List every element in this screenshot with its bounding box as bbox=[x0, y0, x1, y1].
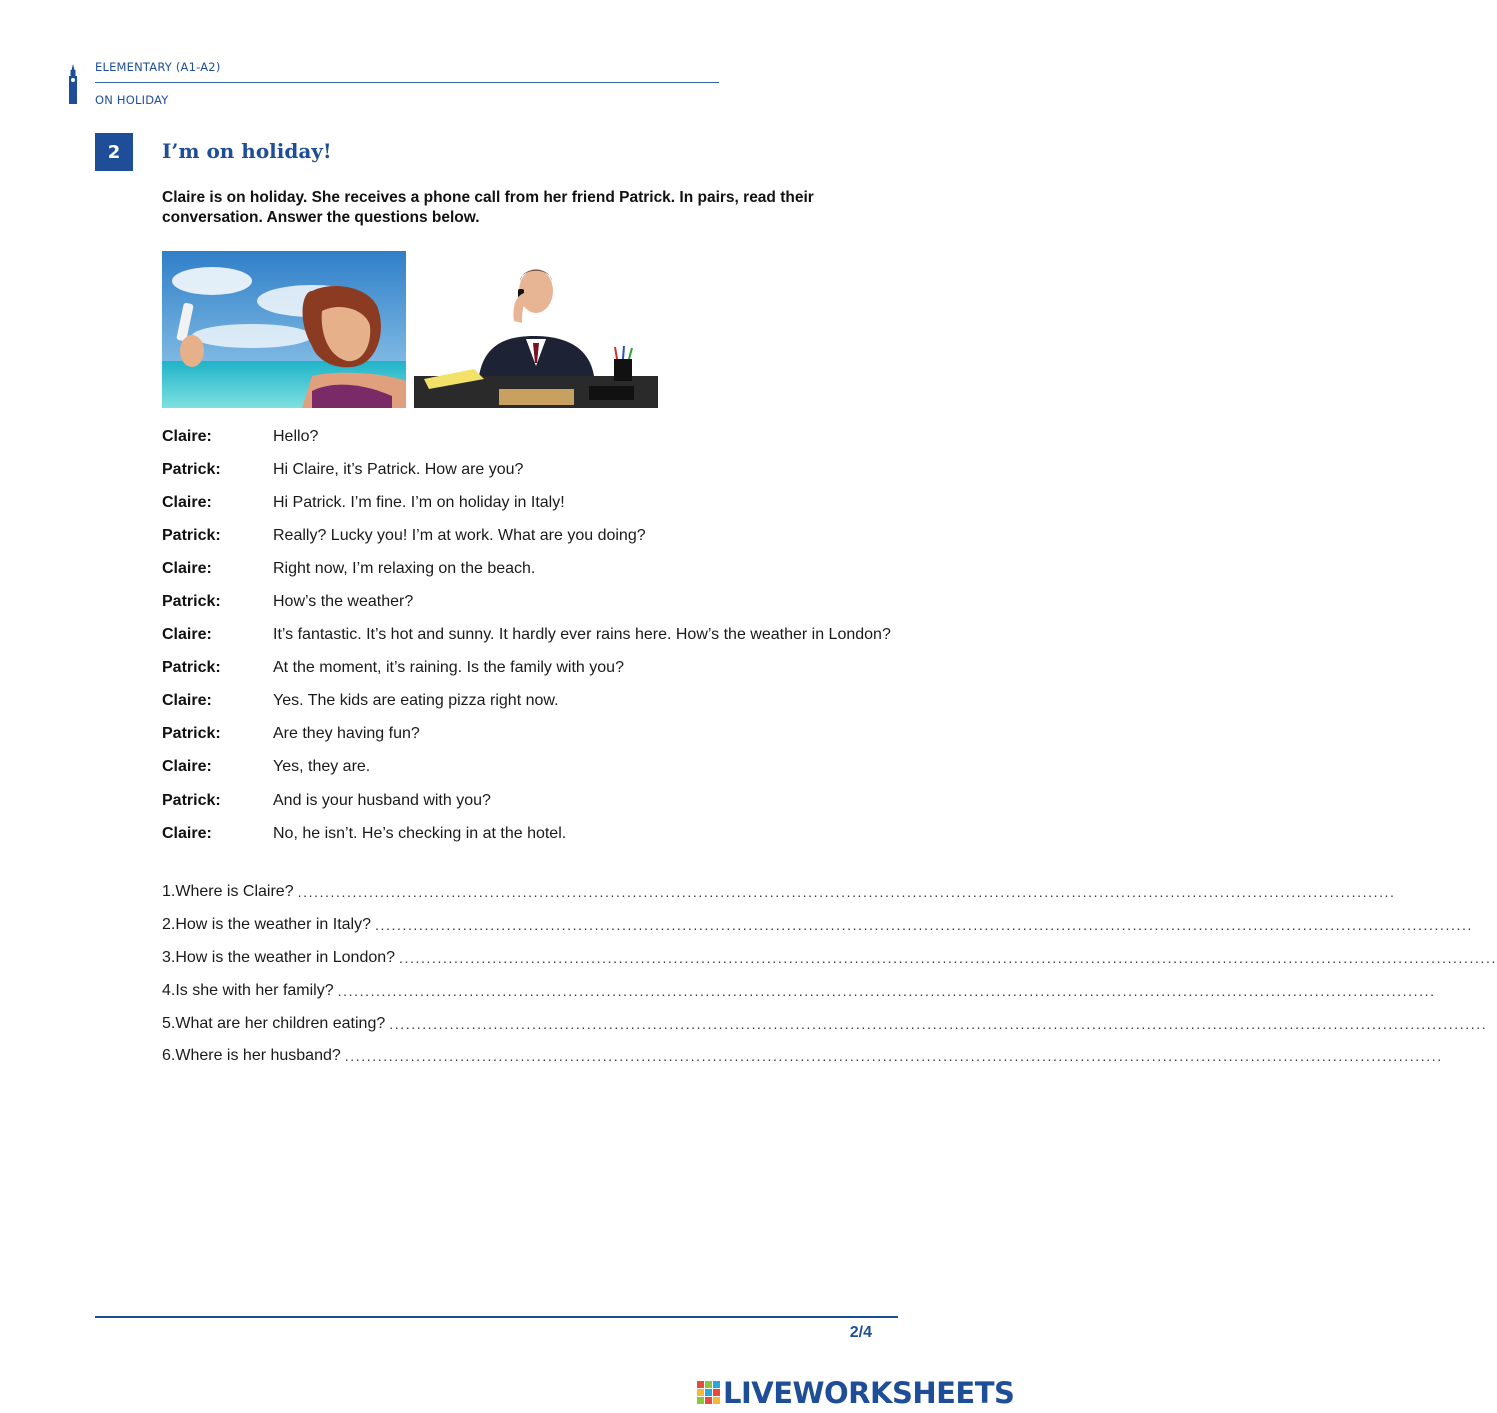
footer-divider bbox=[95, 1316, 898, 1318]
man-at-office-desk-phone-photo bbox=[414, 251, 658, 408]
questions-list bbox=[162, 876, 1497, 1073]
level-label: ELEMENTARY (A1-A2) bbox=[95, 60, 221, 74]
speech-text: Are they having fun? bbox=[273, 725, 420, 743]
question-number: 1. bbox=[162, 883, 176, 901]
dialogue-line bbox=[162, 453, 922, 486]
dialogue-line bbox=[162, 486, 922, 519]
speech-text: Yes. The kids are eating pizza right now. bbox=[273, 692, 559, 710]
question-item bbox=[162, 974, 1436, 1007]
speaker-name: Claire: bbox=[162, 559, 212, 577]
speaker-name: Patrick: bbox=[162, 725, 221, 743]
question-item bbox=[162, 909, 1473, 942]
section-number-badge: 2 bbox=[95, 133, 133, 171]
speech-text: No, he isn’t. He’s checking in at the hotel. bbox=[273, 824, 567, 842]
dialogue-line bbox=[162, 784, 922, 817]
question-item bbox=[162, 876, 1396, 909]
speaker-name: Claire: bbox=[162, 758, 212, 776]
speech-text: Right now, I’m relaxing on the beach. bbox=[273, 559, 536, 577]
speech-text: Hello? bbox=[273, 427, 319, 445]
speaker-name: Claire: bbox=[162, 824, 212, 842]
answer-line[interactable]: ........................................................................................................................................................................................................ bbox=[337, 982, 1436, 999]
speech-text: It’s fantastic. It’s hot and sunny. It hardly ever rains here. How’s the weather in London? bbox=[273, 626, 891, 644]
header-divider bbox=[95, 82, 719, 83]
speaker-name: Patrick: bbox=[162, 791, 221, 809]
dialogue-line bbox=[162, 751, 922, 784]
speech-text: Really? Lucky you! I’m at work. What are you doing? bbox=[273, 526, 646, 544]
speech-text: Hi Patrick. I’m fine. I’m on holiday in Italy! bbox=[273, 493, 565, 511]
big-ben-icon bbox=[66, 64, 80, 104]
question-number: 4. bbox=[162, 981, 176, 999]
answer-line[interactable]: ........................................................................................................................................................................................................ bbox=[344, 1048, 1443, 1065]
answer-line[interactable]: ........................................................................................................................................................................................................ bbox=[389, 1015, 1488, 1032]
woman-on-beach-phone-photo bbox=[162, 251, 406, 408]
speaker-name: Claire: bbox=[162, 692, 212, 710]
question-text: How is the weather in London? bbox=[175, 948, 396, 966]
speech-text: Hi Claire, it’s Patrick. How are you? bbox=[273, 460, 524, 478]
speech-text: At the moment, it’s raining. Is the family with you? bbox=[273, 659, 624, 677]
section-title: I’m on holiday! bbox=[162, 139, 332, 163]
question-text: Where is Claire? bbox=[175, 883, 294, 901]
dialogue-line bbox=[162, 817, 922, 850]
dialogue-line bbox=[162, 652, 922, 685]
dialogue-line bbox=[162, 552, 922, 585]
dialogue bbox=[162, 420, 922, 850]
question-item bbox=[162, 1007, 1488, 1040]
question-item bbox=[162, 1040, 1443, 1073]
question-number: 6. bbox=[162, 1047, 176, 1065]
brand-name: LIVEWORKSHEETS bbox=[723, 1376, 1015, 1410]
speaker-name: Claire: bbox=[162, 626, 212, 644]
dialogue-line bbox=[162, 619, 922, 652]
question-number: 3. bbox=[162, 948, 176, 966]
dialogue-line bbox=[162, 685, 922, 718]
speech-text: And is your husband with you? bbox=[273, 791, 491, 809]
liveworksheets-logo[interactable] bbox=[697, 1376, 1014, 1410]
question-text: How is the weather in Italy? bbox=[175, 916, 371, 934]
speech-text: Yes, they are. bbox=[273, 758, 371, 776]
question-number: 5. bbox=[162, 1014, 176, 1032]
speaker-name: Patrick: bbox=[162, 526, 221, 544]
question-item bbox=[162, 942, 1497, 975]
dialogue-line bbox=[162, 718, 922, 751]
answer-line[interactable]: ........................................................................................................................................................................................................ bbox=[375, 917, 1473, 934]
speaker-name: Claire: bbox=[162, 493, 212, 511]
topic-label: ON HOLIDAY bbox=[95, 93, 169, 107]
question-text: Is she with her family? bbox=[175, 981, 334, 999]
liveworksheets-icon bbox=[697, 1381, 721, 1405]
speaker-name: Claire: bbox=[162, 427, 212, 445]
answer-line[interactable]: ........................................................................................................................................................................................................ bbox=[297, 884, 1396, 901]
dialogue-line bbox=[162, 519, 922, 552]
question-text: What are her children eating? bbox=[175, 1014, 386, 1032]
speech-text: How’s the weather? bbox=[273, 593, 414, 611]
speaker-name: Patrick: bbox=[162, 593, 221, 611]
answer-line[interactable]: ........................................................................................................................................................................................................ bbox=[399, 949, 1497, 966]
dialogue-line bbox=[162, 420, 922, 453]
page-number: 2/4 bbox=[849, 1324, 872, 1341]
dialogue-line bbox=[162, 585, 922, 618]
question-text: Where is her husband? bbox=[175, 1047, 341, 1065]
speaker-name: Patrick: bbox=[162, 659, 221, 677]
instructions-text: Claire is on holiday. She receives a phone call from her friend Patrick. In pairs, read their conversation. Answer the questions below. bbox=[162, 189, 814, 226]
speaker-name: Patrick: bbox=[162, 460, 221, 478]
question-number: 2. bbox=[162, 916, 176, 934]
